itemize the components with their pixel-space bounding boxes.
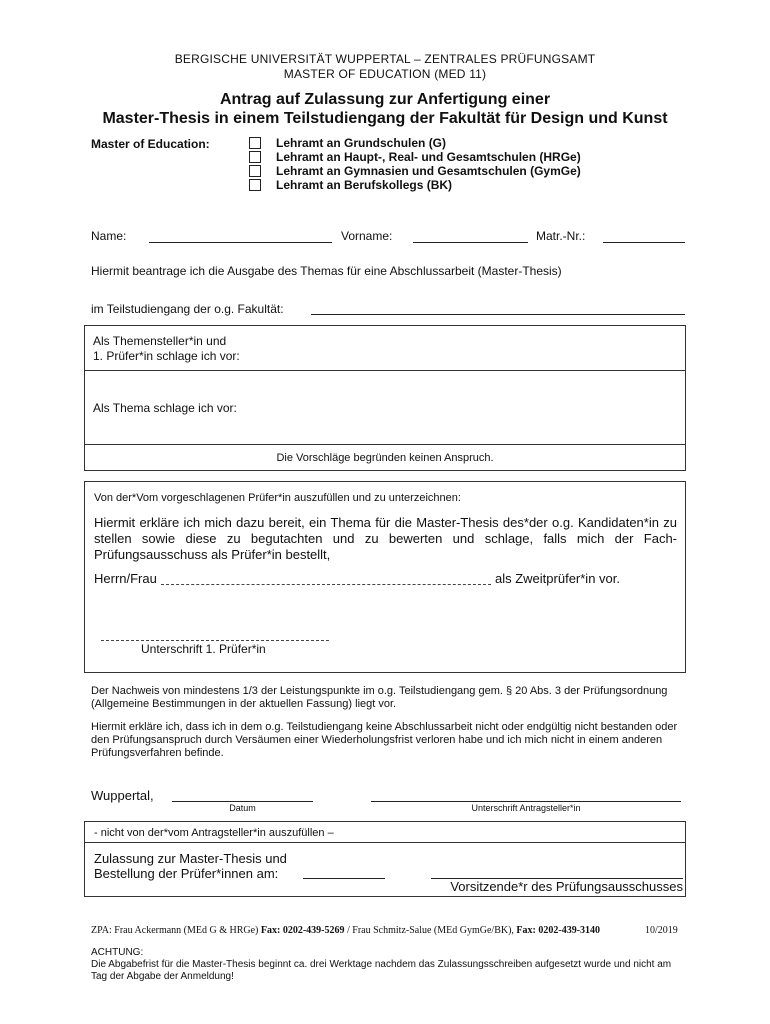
name-label: Name: bbox=[91, 229, 127, 243]
zpa-prefix: ZPA: Frau Ackermann (MEd G & HRGe) bbox=[91, 925, 259, 936]
fax-2: Fax: 0202-439-3140 bbox=[516, 925, 601, 936]
chair-label: Vorsitzende*r des Prüfungsausschusses bbox=[450, 879, 683, 894]
form-title-line2: Master-Thesis in einem Teilstudiengang der Fakultät für Design und Kunst bbox=[102, 110, 668, 127]
admission-line1: Zulassung zur Master-Thesis und bbox=[94, 851, 287, 866]
faculty-field[interactable] bbox=[311, 314, 685, 315]
achtung-text: Die Abgabefrist für die Master-Thesis beginnt ca. drei Werktage nachdem das Zulassungsschreiben aufgesetzt wurde und nicht am Tag der Abgabe der Anmeldung! bbox=[91, 959, 672, 982]
option-grundschulen: Lehramt an Grundschulen (G) bbox=[276, 136, 447, 150]
examiner-proposal-line1: Als Themensteller*in und bbox=[93, 334, 227, 348]
matr-field[interactable] bbox=[603, 242, 685, 243]
form-title-line1: Antrag auf Zulassung zur Anfertigung einer bbox=[219, 91, 551, 108]
erklaerung-note: Hiermit erkläre ich, dass ich in dem o.g. Teilstudiengang keine Abschlussarbeit nicht oder endgültig nicht bestanden oder den Prüfungsanspruch durch Versäumen einer Wiederholungsfrist verloren habe und ich mich nicht in einem anderen Prüfungsverfahren befinde. bbox=[91, 721, 678, 759]
checkbox-bk[interactable] bbox=[249, 179, 261, 191]
checkbox-gymge[interactable] bbox=[249, 165, 261, 177]
date-label: Datum bbox=[229, 803, 256, 813]
applicant-signature-label: Unterschrift Antragsteller*in bbox=[471, 803, 581, 813]
examiner-box bbox=[84, 481, 686, 673]
divider bbox=[85, 370, 685, 371]
option-hrge: Lehramt an Haupt-, Real- und Gesamtschulen (HRGe) bbox=[276, 150, 581, 164]
matr-label: Matr.-Nr.: bbox=[536, 229, 586, 243]
admission-text bbox=[94, 851, 287, 881]
proposal-box bbox=[84, 325, 686, 471]
examiner-signature-label: Unterschrift 1. Prüfer*in bbox=[141, 642, 266, 656]
nachweis-note: Der Nachweis von mindestens 1/3 der Leistungspunkte im o.g. Teilstudiengang gem. § 20 Abs. 3 der Prüfungsordnung (Allgemeine Bestimmungen in der aktuellen Fassung) liegt vor. bbox=[91, 685, 668, 710]
zweitpruefer-label: als Zweitprüfer*in vor. bbox=[495, 571, 620, 586]
faculty-label: im Teilstudiengang der o.g. Fakultät: bbox=[91, 302, 284, 316]
degree-label: Master of Education: bbox=[91, 137, 210, 151]
divider bbox=[85, 444, 685, 445]
examiner-proposal-line2: 1. Prüfer*in schlage ich vor: bbox=[93, 349, 240, 363]
option-gymge: Lehramt an Gymnasien und Gesamtschulen (GymGe) bbox=[276, 164, 581, 178]
examiner-box-header: Von der*Vom vorgeschlagenen Prüfer*in auszufüllen und zu unterzeichnen: bbox=[94, 492, 461, 504]
form-version: 10/2019 bbox=[645, 925, 678, 936]
name-field[interactable] bbox=[149, 242, 332, 243]
request-text: Hiermit beantrage ich die Ausgabe des Themas für eine Abschlussarbeit (Master-Thesis) bbox=[91, 264, 562, 278]
fax-1: Fax: 0202-439-5269 bbox=[260, 925, 345, 936]
divider bbox=[85, 842, 685, 843]
examiner-declaration: Hiermit erkläre ich mich dazu bereit, ein Thema für die Master-Thesis des*der o.g. Kandidaten*in zu stellen sowie diese zu begutachten und zu bewerten und schlage, falls mich der Fach-Prüfungsausschuss als Prüfer*in bestellt, bbox=[94, 515, 677, 562]
second-examiner-field[interactable] bbox=[161, 584, 491, 585]
proposal-disclaimer: Die Vorschläge begründen keinen Anspruch. bbox=[276, 452, 494, 464]
checkbox-hrge[interactable] bbox=[249, 151, 261, 163]
option-bk: Lehramt an Berufskollegs (BK) bbox=[276, 178, 453, 192]
checkbox-grundschulen[interactable] bbox=[249, 137, 261, 149]
vorname-field[interactable] bbox=[413, 242, 528, 243]
program-header: MASTER OF EDUCATION (MED 11) bbox=[283, 67, 487, 81]
topic-label: Als Thema schlage ich vor: bbox=[93, 401, 237, 415]
date-field[interactable] bbox=[172, 801, 313, 802]
zpa-middle: / Frau Schmitz-Salue (MEd GymGe/BK), bbox=[347, 925, 514, 936]
office-box-header: - nicht von der*vom Antragsteller*in auszufüllen – bbox=[94, 827, 334, 839]
office-box bbox=[84, 821, 686, 897]
zpa-contact bbox=[91, 925, 600, 936]
herr-frau-label: Herrn/Frau bbox=[94, 571, 157, 586]
admission-line2: Bestellung der Prüfer*innen am: bbox=[94, 866, 279, 881]
admission-date-field[interactable] bbox=[303, 878, 385, 879]
examiner-proposal-label bbox=[93, 334, 240, 364]
applicant-signature-field[interactable] bbox=[371, 801, 681, 802]
vorname-label: Vorname: bbox=[341, 229, 393, 243]
place-label: Wuppertal, bbox=[91, 788, 154, 803]
university-header: BERGISCHE UNIVERSITÄT WUPPERTAL – ZENTRALES PRÜFUNGSAMT bbox=[174, 52, 596, 66]
achtung-label: ACHTUNG: bbox=[91, 947, 144, 958]
examiner-signature-field[interactable] bbox=[101, 640, 329, 641]
